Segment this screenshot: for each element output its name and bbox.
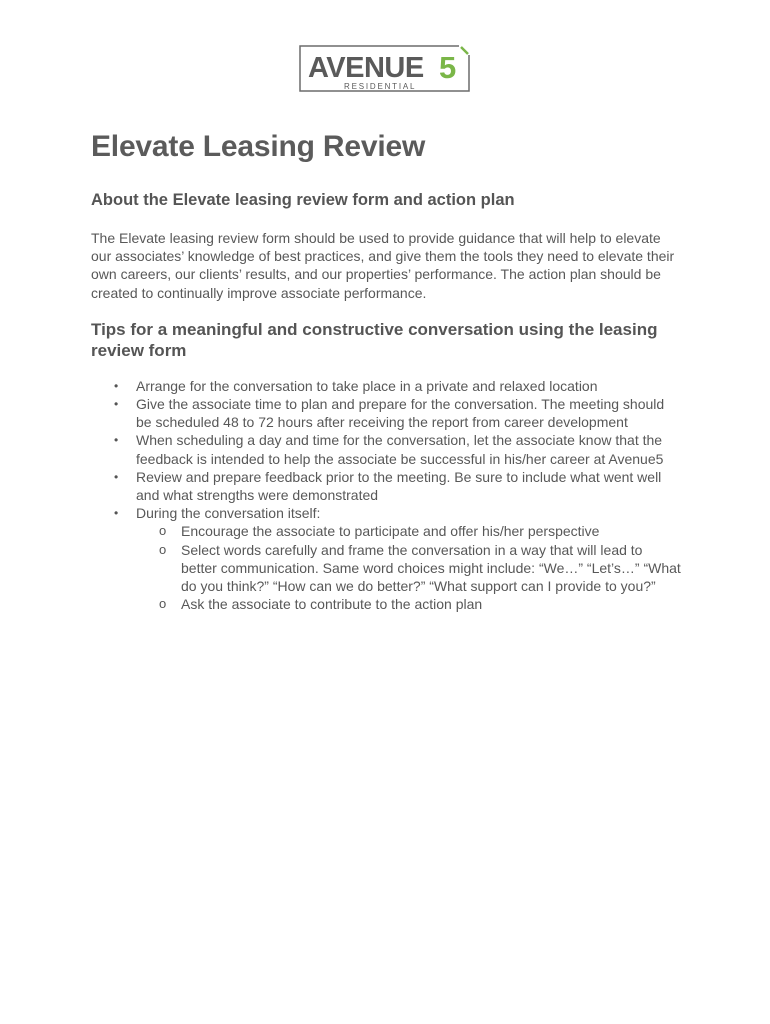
- bullet-icon: •: [114, 506, 119, 521]
- about-heading: About the Elevate leasing review form and action plan: [91, 191, 515, 209]
- sub-list-item-text: Encourage the associate to participate and offer his/her perspective: [181, 523, 600, 540]
- bullet-icon: •: [114, 378, 119, 393]
- logo-number: 5: [439, 50, 457, 85]
- sub-bullet-icon: o: [159, 541, 167, 557]
- sub-bullet-icon: o: [159, 523, 167, 539]
- logo-wordmark: AVENUE: [308, 52, 424, 84]
- list-item: [91, 377, 681, 395]
- list-item-text: During the conversation itself:: [136, 505, 321, 522]
- about-paragraph: The Elevate leasing review form should be used to provide guidance that will help to elevate our associates’ knowledge of best practices, and give them the tools they need to elevate their own careers, our clients’ results, and our properties’ performance. The action plan should be created to continually improve associate performance.: [91, 230, 675, 301]
- list-item-text: Review and prepare feedback prior to the meeting. Be sure to include what went well and what strengths were demonstrated: [136, 468, 662, 504]
- list-item: [91, 395, 681, 431]
- bullet-icon: •: [114, 469, 119, 484]
- list-item-text: When scheduling a day and time for the conversation, let the associate know that the feedback is intended to help the associate be successful in his/her career at Avenue5: [136, 432, 664, 467]
- conversation-sublist: [136, 522, 681, 613]
- list-item: [91, 431, 681, 467]
- sub-list-item-text: Ask the associate to contribute to the action plan: [181, 596, 483, 613]
- sub-list-item: [136, 522, 681, 540]
- sub-list-item-text: Select words carefully and frame the conversation in a way that will lead to better communication. Same word choices might include: “We…” “Let’s…” “What do you think?” “How can we do better?” “What support can I provide to you?”: [181, 541, 681, 595]
- list-item-text: Give the associate time to plan and prepare for the conversation. The meeting should be scheduled 48 to 72 hours after receiving the report from career development: [136, 396, 665, 431]
- tips-heading: Tips for a meaningful and constructive conversation using the leasing review form: [91, 319, 658, 360]
- bullet-icon: •: [114, 397, 119, 412]
- document-body: [91, 128, 691, 613]
- sub-list-item: [136, 595, 681, 613]
- bullet-icon: •: [114, 433, 119, 448]
- tips-list: [91, 377, 691, 614]
- sub-bullet-icon: o: [159, 596, 167, 612]
- avenue5-logo: [299, 45, 470, 93]
- page-title: Elevate Leasing Review: [91, 130, 426, 163]
- logo-graphic: [299, 45, 470, 93]
- list-item: [91, 504, 681, 613]
- list-item-text: Arrange for the conversation to take place in a private and relaxed location: [136, 377, 598, 394]
- logo-tagline: RESIDENTIAL: [344, 82, 417, 91]
- sub-list-item: [136, 541, 681, 596]
- list-item: [91, 468, 681, 504]
